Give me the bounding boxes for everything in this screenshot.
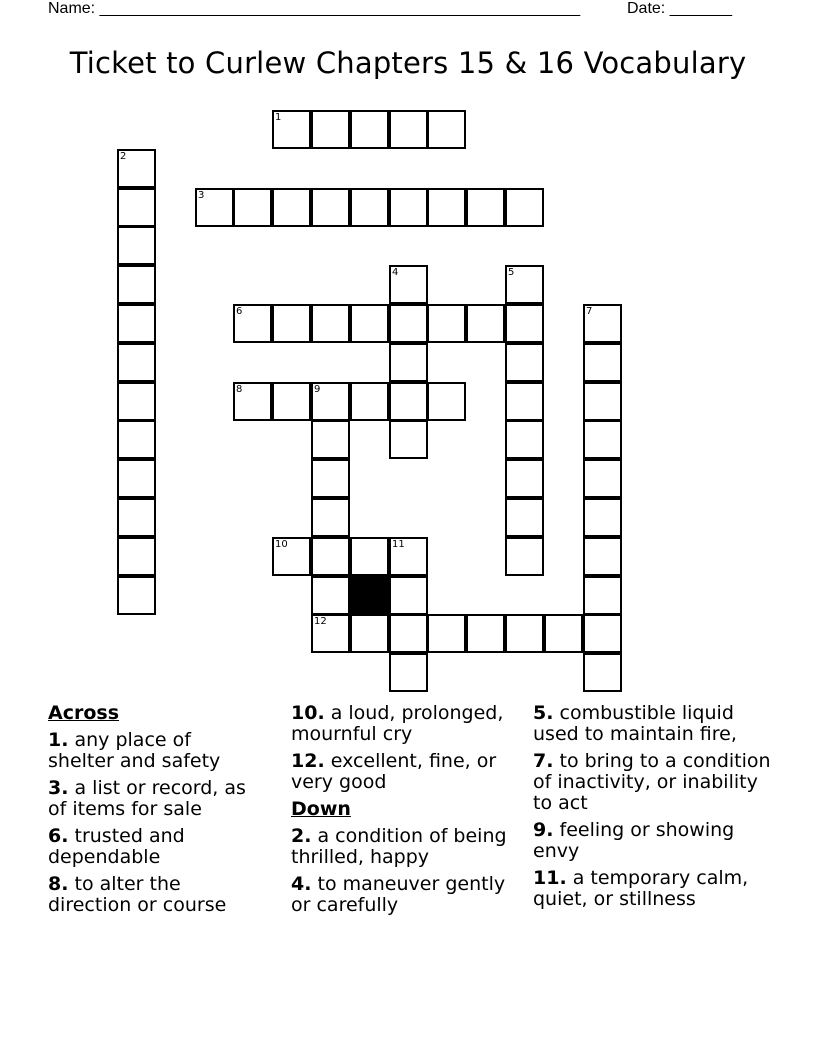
crossword-cell[interactable] xyxy=(311,188,350,227)
crossword-cell[interactable] xyxy=(117,304,156,343)
clue-across-10 xyxy=(291,703,523,745)
crossword-cell[interactable] xyxy=(350,110,389,149)
crossword-cell[interactable] xyxy=(583,343,622,382)
clue-number: 1. xyxy=(48,729,69,751)
clue-text: combustible liquid used to maintain fire, xyxy=(533,702,737,745)
crossword-cell[interactable] xyxy=(350,188,389,227)
clues-column-2 xyxy=(291,703,523,922)
clue-down-9 xyxy=(533,820,773,862)
crossword-cell[interactable] xyxy=(233,304,272,343)
cell-number: 11 xyxy=(392,539,405,550)
crossword-black-cell xyxy=(350,576,389,615)
crossword-cell[interactable] xyxy=(389,343,428,382)
cell-number: 6 xyxy=(236,306,243,317)
clue-text: any place of shelter and safety xyxy=(48,729,221,772)
clue-text: to maneuver gently or carefully xyxy=(291,873,506,916)
crossword-cell[interactable] xyxy=(466,614,505,653)
crossword-cell[interactable] xyxy=(389,265,428,304)
crossword-cell[interactable] xyxy=(505,304,544,343)
clue-text: a list or record, as of items for sale xyxy=(48,777,246,820)
clue-text: to alter the direction or course xyxy=(48,873,227,916)
cell-number: 7 xyxy=(586,306,593,317)
crossword-cell[interactable] xyxy=(117,188,156,227)
clue-number: 6. xyxy=(48,825,69,847)
clue-across-1 xyxy=(48,730,248,772)
crossword-cell[interactable] xyxy=(272,188,311,227)
clue-text: feeling or showing envy xyxy=(533,819,735,862)
crossword-cell[interactable] xyxy=(583,576,622,615)
crossword-cell[interactable] xyxy=(505,265,544,304)
crossword-cell[interactable] xyxy=(272,382,311,421)
cell-number: 5 xyxy=(508,267,515,278)
crossword-cell[interactable] xyxy=(427,110,466,149)
cell-number: 1 xyxy=(275,112,282,123)
clue-across-6 xyxy=(48,826,248,868)
crossword-cell[interactable] xyxy=(311,537,350,576)
crossword-cell[interactable] xyxy=(427,188,466,227)
crossword-cell[interactable] xyxy=(117,576,156,615)
crossword-cell[interactable] xyxy=(233,382,272,421)
crossword-cell[interactable] xyxy=(272,304,311,343)
clue-number: 2. xyxy=(291,825,312,847)
clue-number: 11. xyxy=(533,867,567,889)
crossword-cell[interactable] xyxy=(505,188,544,227)
clue-down-5 xyxy=(533,703,773,745)
crossword-cell[interactable] xyxy=(117,149,156,188)
crossword-cell[interactable] xyxy=(505,382,544,421)
down-heading: Down xyxy=(291,798,351,820)
crossword-cell[interactable] xyxy=(117,265,156,304)
crossword-cell[interactable] xyxy=(583,304,622,343)
clue-text: to bring to a condition of inactivity, or inability to act xyxy=(533,750,771,814)
crossword-cell[interactable] xyxy=(505,343,544,382)
crossword-cell[interactable] xyxy=(311,110,350,149)
cell-number: 12 xyxy=(314,616,327,627)
crossword-cell[interactable] xyxy=(389,653,428,692)
crossword-cell[interactable] xyxy=(350,304,389,343)
clue-number: 7. xyxy=(533,750,554,772)
crossword-cell[interactable] xyxy=(389,576,428,615)
crossword-cell[interactable] xyxy=(311,614,350,653)
crossword-cell[interactable] xyxy=(311,304,350,343)
crossword-cell[interactable] xyxy=(389,382,428,421)
crossword-cell[interactable] xyxy=(389,188,428,227)
crossword-cell[interactable] xyxy=(583,498,622,537)
clue-text: trusted and dependable xyxy=(48,825,185,868)
clue-across-8 xyxy=(48,874,248,916)
crossword-cell[interactable] xyxy=(233,188,272,227)
crossword-cell[interactable] xyxy=(389,420,428,459)
clue-text: a temporary calm, quiet, or stillness xyxy=(533,867,749,910)
crossword-cell[interactable] xyxy=(427,614,466,653)
crossword-cell[interactable] xyxy=(311,420,350,459)
crossword-cell[interactable] xyxy=(466,304,505,343)
cell-number: 3 xyxy=(198,190,205,201)
cell-number: 4 xyxy=(392,267,399,278)
clue-number: 12. xyxy=(291,750,325,772)
crossword-cell[interactable] xyxy=(544,614,583,653)
crossword-cell[interactable] xyxy=(117,420,156,459)
clue-down-4 xyxy=(291,874,523,916)
crossword-cell[interactable] xyxy=(583,537,622,576)
clue-down-11 xyxy=(533,868,773,910)
crossword-cell[interactable] xyxy=(505,459,544,498)
crossword-cell[interactable] xyxy=(117,382,156,421)
crossword-cell[interactable] xyxy=(583,653,622,692)
clue-text: a loud, prolonged, mournful cry xyxy=(291,702,504,745)
crossword-cell[interactable] xyxy=(505,420,544,459)
crossword-cell[interactable] xyxy=(350,382,389,421)
clue-text: a condition of being thrilled, happy xyxy=(291,825,507,868)
clue-across-3 xyxy=(48,778,248,820)
clue-number: 5. xyxy=(533,702,554,724)
crossword-cell[interactable] xyxy=(117,498,156,537)
name-field: Name: ______________________________________________________ xyxy=(48,0,581,17)
crossword-cell[interactable] xyxy=(427,304,466,343)
clue-down-2 xyxy=(291,826,523,868)
crossword-cell[interactable] xyxy=(272,110,311,149)
crossword-cell[interactable] xyxy=(505,498,544,537)
clue-number: 10. xyxy=(291,702,325,724)
cell-number: 9 xyxy=(314,384,321,395)
crossword-cell[interactable] xyxy=(350,614,389,653)
crossword-cell[interactable] xyxy=(466,188,505,227)
crossword-cell[interactable] xyxy=(195,188,234,227)
cell-number: 2 xyxy=(120,151,127,162)
page-title: Ticket to Curlew Chapters 15 & 16 Vocabulary xyxy=(69,46,747,80)
crossword-cell[interactable] xyxy=(583,459,622,498)
clue-number: 3. xyxy=(48,777,69,799)
crossword-cell[interactable] xyxy=(427,382,466,421)
clue-across-12 xyxy=(291,751,523,793)
crossword-cell[interactable] xyxy=(117,343,156,382)
clue-down-7 xyxy=(533,751,773,814)
crossword-cell[interactable] xyxy=(311,576,350,615)
clue-number: 9. xyxy=(533,819,554,841)
crossword-cell[interactable] xyxy=(389,304,428,343)
crossword-cell[interactable] xyxy=(505,614,544,653)
crossword-cell[interactable] xyxy=(583,420,622,459)
date-field: Date: _______ xyxy=(627,0,732,17)
clues-column-3 xyxy=(533,703,773,916)
crossword-cell[interactable] xyxy=(389,537,428,576)
crossword-cell[interactable] xyxy=(311,459,350,498)
crossword-cell[interactable] xyxy=(117,226,156,265)
crossword-cell[interactable] xyxy=(350,537,389,576)
clues-column-1 xyxy=(48,703,248,922)
cell-number: 10 xyxy=(275,539,288,550)
crossword-cell[interactable] xyxy=(583,614,622,653)
crossword-cell[interactable] xyxy=(505,537,544,576)
crossword-cell[interactable] xyxy=(117,459,156,498)
crossword-cell[interactable] xyxy=(583,382,622,421)
clue-number: 4. xyxy=(291,873,312,895)
crossword-cell[interactable] xyxy=(117,537,156,576)
cell-number: 8 xyxy=(236,384,243,395)
crossword-cell[interactable] xyxy=(311,498,350,537)
across-heading: Across xyxy=(48,702,120,724)
clue-text: excellent, fine, or very good xyxy=(291,750,497,793)
crossword-cell[interactable] xyxy=(272,537,311,576)
clue-number: 8. xyxy=(48,873,69,895)
crossword-cell[interactable] xyxy=(389,110,428,149)
crossword-cell[interactable] xyxy=(389,614,428,653)
crossword-cell[interactable] xyxy=(311,382,350,421)
